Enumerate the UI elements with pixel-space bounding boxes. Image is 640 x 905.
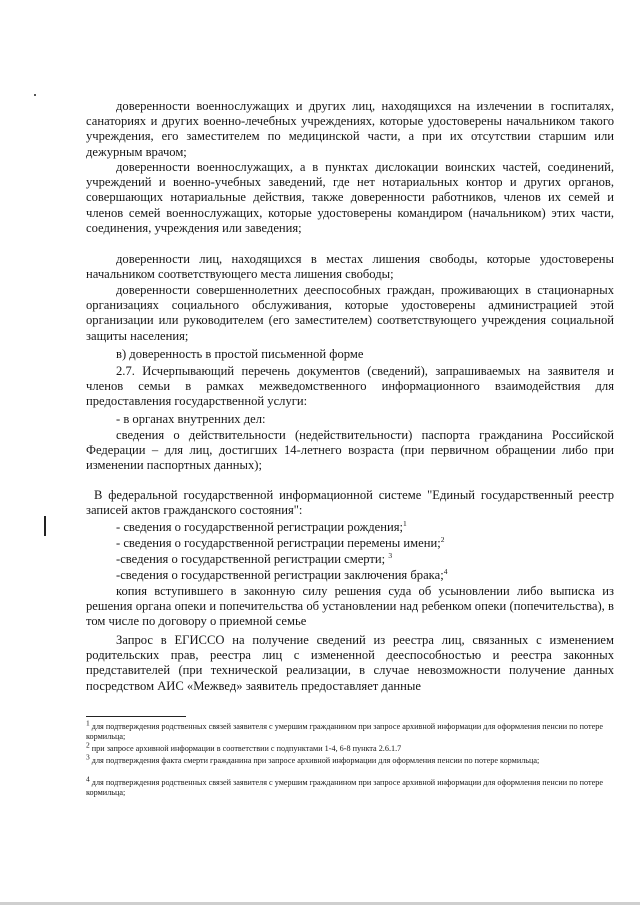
list-item-text: -сведения о государственной регистрации заключения брака;: [116, 568, 444, 582]
paragraph-passport-info: сведения о действительности (недействительности) паспорта гражданина Российской Федерации – для лиц, достигших 14-летнего возраста (при первичном обращении либо при изменении паспортных данных);: [86, 428, 614, 473]
footnote-ref: 2: [440, 534, 445, 544]
paragraph-egisso-request: Запрос в ЕГИССО на получение сведений из реестра лиц, связанных с изменением родительских прав, реестра лиц с измененной дееспособностью и реестра законных представителей (при технической реализации, в случае невозможности получение данных посредством АИС «Межвед» заявитель предоставляет данные: [86, 633, 614, 693]
list-item-birth-registration: [86, 520, 614, 535]
footnote-mark: 3: [86, 752, 90, 762]
footnote-ref: 1: [403, 518, 407, 528]
list-item-death-registration: [86, 552, 614, 567]
footnote-text: при запросе архивной информации в соответствии с подпунктами 1-4, 6-8 пункта 2.6.1.7: [91, 744, 402, 753]
scan-speck: [34, 94, 36, 96]
footnote-mark: 1: [86, 718, 90, 728]
paragraph-simple-form: в) доверенность в простой письменной форме: [116, 347, 364, 361]
list-item-text: - сведения о государственной регистрации перемены имени;: [116, 536, 441, 550]
paragraph-section-2-7: 2.7. Исчерпывающий перечень документов (сведений), запрашиваемых на заявителя и членов семьи в рамках межведомственного информационного взаимодействия для предоставления государственной услуги:: [86, 364, 614, 409]
footnote-1: [86, 718, 614, 742]
footnote-4: [86, 774, 614, 798]
footnote-ref: 3: [388, 550, 393, 560]
paragraph-court-decision: копия вступившего в законную силу решения суда об усыновлении либо выписка из решения органа опеки и попечительства об установлении над ребенком опеки (попечительства), в том числе по договору о приемной семье: [86, 584, 614, 629]
list-item-name-change: [86, 536, 614, 551]
footnote-mark: 4: [86, 774, 90, 784]
margin-mark: [44, 516, 46, 536]
footnote-2: [86, 740, 614, 754]
paragraph-detention-powers: доверенности лиц, находящихся в местах лишения свободы, которые удостоверены начальником соответствующего места лишения свободы;: [86, 252, 614, 282]
list-item-text: -сведения о государственной регистрации смерти;: [116, 552, 386, 566]
paragraph-military-powers: доверенности военнослужащих, а в пунктах дислокации воинских частей, соединений, учреждений и военно-учебных заведений, где нет нотариальных контор и других органов, совершающих нотариальные действия, также доверенности работников, членов их семей и членов семей военнослужащих, которые удостоверены командиром (начальником) этих части, соединения, учреждения или заведения;: [86, 160, 614, 235]
footnote-text: для подтверждения факта смерти гражданина при запросе архивной информации для оформления пенсии по потере кормильца;: [91, 756, 540, 765]
paragraph-egr-zags: В федеральной государственной информационной системе "Единый государственный реестр записей актов гражданского состояния":: [86, 488, 614, 518]
footnote-mark: 2: [86, 740, 90, 750]
paragraph-internal-affairs: - в органах внутренних дел:: [116, 412, 266, 426]
footnote-3: [86, 752, 614, 766]
footnote-ref: 4: [443, 566, 448, 576]
list-item-text: - сведения о государственной регистрации рождения;: [116, 520, 404, 534]
paragraph-social-care-powers: доверенности совершеннолетних дееспособных граждан, проживающих в стационарных организациях социального обслуживания, которые удостоверены администрацией этой организации или руководителем (его заместителем) соответствующего учреждения социальной защиты населения;: [86, 283, 614, 343]
paragraph-hospital-powers: доверенности военнослужащих и других лиц, находящихся на излечении в госпиталях, санаториях и других военно-лечебных учреждениях, которые удостоверены начальником такого учреждения, его заместителем по медицинской части, а при их отсутствии старшим или дежурным врачом;: [86, 99, 614, 159]
footnote-separator: [86, 716, 186, 717]
list-item-marriage-registration: [86, 568, 614, 583]
footnote-text: для подтверждения родственных связей заявителя с умершим гражданином при запросе архивной информации для оформления пенсии по потере кормильца;: [86, 722, 603, 741]
footnote-text: для подтверждения родственных связей заявителя с умершим гражданином при запросе архивной информации для оформления пенсии по потере кормильца;: [86, 778, 603, 797]
